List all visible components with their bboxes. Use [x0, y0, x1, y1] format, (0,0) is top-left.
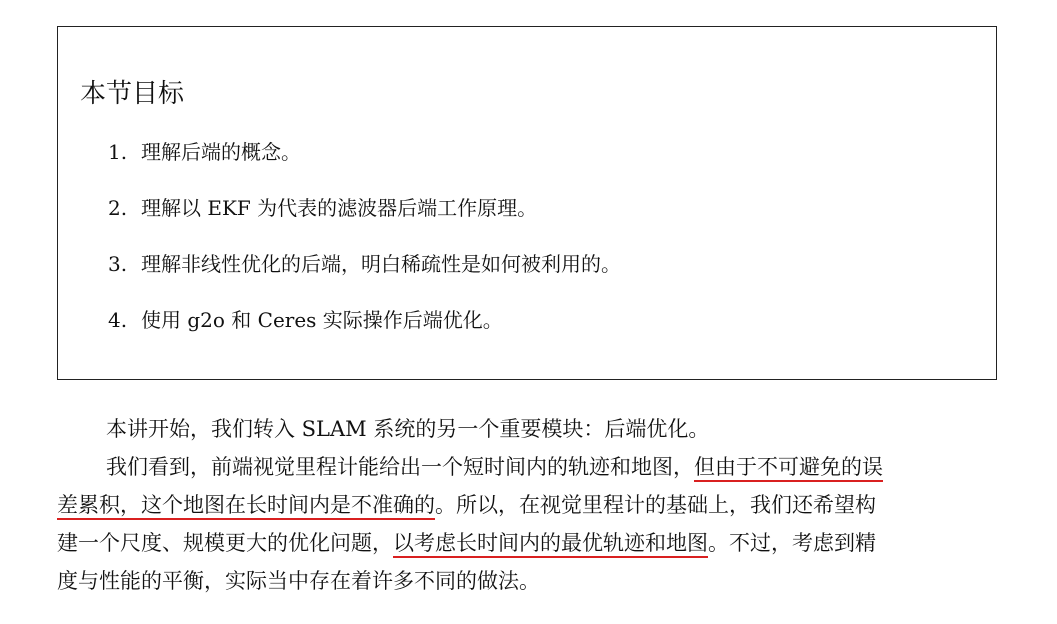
- goal-text: 理解非线性优化的后端，明白稀疏性是如何被利用的。: [141, 252, 621, 276]
- goal-text: 理解以 EKF 为代表的滤波器后端工作原理。: [141, 196, 538, 220]
- paragraph-2-text: 。不过，考虑到精: [708, 531, 876, 555]
- goal-item-3: [108, 248, 621, 304]
- paragraph-2-text: 度与性能的平衡，实际当中存在着许多不同的做法。: [57, 569, 540, 593]
- chapter-goals-title: 本节目标: [80, 79, 185, 109]
- goal-item-2: [108, 192, 621, 248]
- body-text: [57, 410, 1002, 600]
- paragraph-2-text: 建一个尺度、规模更大的优化问题，: [57, 531, 393, 555]
- paragraph-2-text: 我们看到，前端视觉里程计能给出一个短时间内的轨迹和地图，: [106, 455, 694, 479]
- goal-item-4: [108, 304, 621, 360]
- goal-number: 1.: [108, 140, 128, 164]
- highlighted-phrase: 以考虑长时间内的最优轨迹和地图: [393, 531, 708, 555]
- paragraph-1-text: 本讲开始，我们转入 SLAM 系统的另一个重要模块：后端优化。: [106, 417, 710, 441]
- chapter-goals-list: [108, 136, 621, 360]
- paragraph-1: [57, 410, 1002, 448]
- goal-number: 3.: [108, 252, 128, 276]
- goal-text: 理解后端的概念。: [141, 140, 301, 164]
- paragraph-2-line-1: [57, 448, 1002, 486]
- paragraph-2-line-2: [57, 486, 1002, 524]
- goal-text: 使用 g2o 和 Ceres 实际操作后端优化。: [141, 308, 503, 332]
- paragraph-2-text: 。所以，在视觉里程计的基础上，我们还希望构: [435, 493, 876, 517]
- paragraph-2-line-3: [57, 524, 1002, 562]
- highlighted-phrase: 差累积，这个地图在长时间内是不准确的: [57, 493, 435, 517]
- paragraph-2-line-4: [57, 562, 1002, 600]
- goal-number: 4.: [108, 308, 128, 332]
- goal-item-1: [108, 136, 621, 192]
- goal-number: 2.: [108, 196, 128, 220]
- highlighted-phrase: 但由于不可避免的误: [694, 455, 883, 479]
